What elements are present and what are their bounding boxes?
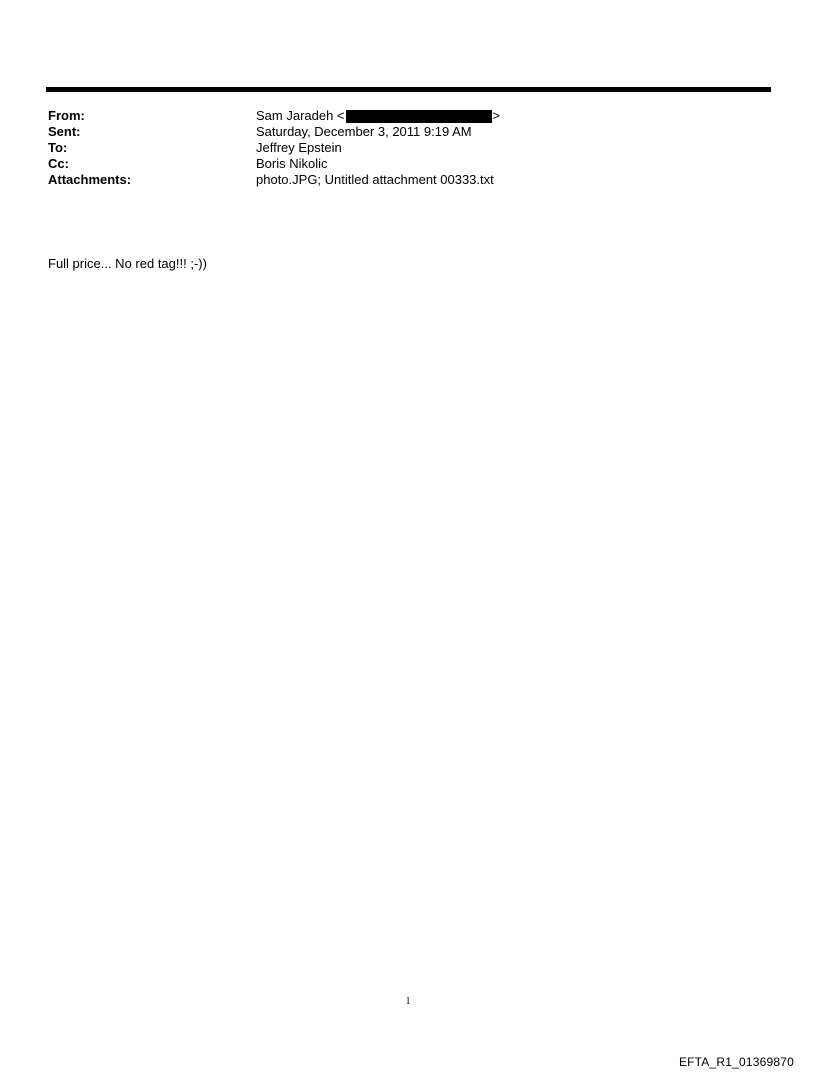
cc-row: [48, 156, 748, 172]
to-value: Jeffrey Epstein: [256, 140, 342, 155]
attachments-row: [48, 172, 748, 188]
attachments-value: photo.JPG; Untitled attachment 00333.txt: [256, 172, 494, 187]
from-label: From:: [48, 108, 85, 123]
to-label: To:: [48, 140, 68, 155]
from-name: Sam Jaradeh <: [256, 108, 345, 123]
page-number: 1: [405, 996, 411, 1007]
to-row: [48, 140, 748, 156]
redaction-box: [346, 110, 492, 123]
sent-label: Sent:: [48, 124, 81, 139]
document-id: EFTA_R1_01369870: [678, 1055, 794, 1069]
from-value: [256, 108, 500, 124]
sent-row: [48, 124, 748, 140]
email-header: [48, 108, 748, 188]
cc-label: Cc:: [48, 156, 69, 171]
attachments-label: Attachments:: [48, 172, 132, 187]
sent-value: Saturday, December 3, 2011 9:19 AM: [256, 124, 472, 139]
from-close: >: [492, 108, 501, 123]
email-body: Full price... No red tag!!! ;-)): [48, 256, 207, 271]
from-row: [48, 108, 748, 124]
cc-value: Boris Nikolic: [256, 156, 328, 171]
header-divider: [46, 87, 771, 92]
